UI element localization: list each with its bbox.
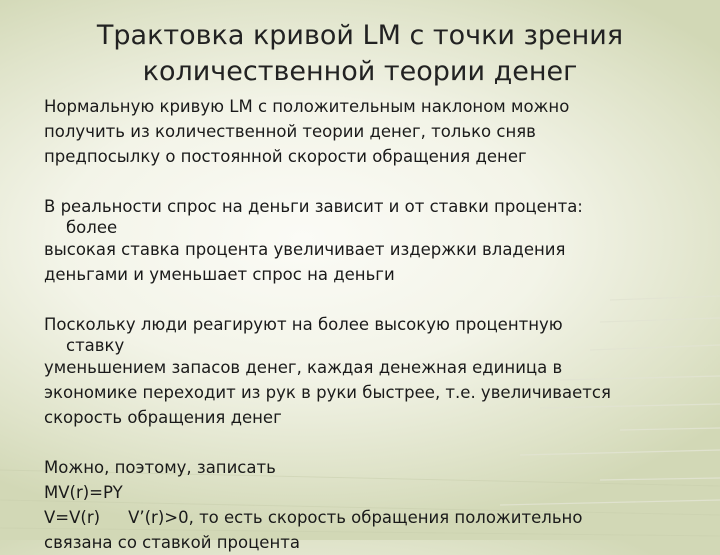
paragraph-gap [44,169,694,194]
slide-title [0,18,720,90]
equation-quantity-theory: MV(r)=PY [44,483,123,502]
equation-derivative-text: V’(r)>0, то есть скорость обращения положительно [128,508,583,527]
text-line: деньгами и уменьшает спрос на деньги [44,265,395,284]
text-line: получить из количественной теории денег, только сняв [44,122,536,141]
title-line: Трактовка кривой LM с точки зрения [96,20,624,51]
text-line-continuation: более [66,218,118,237]
paragraph-money-demand [44,194,694,287]
text-line-continuation: ставку [66,336,125,355]
text-line: уменьшением запасов денег, каждая денежная единица в [44,358,563,377]
text-line: В реальности спрос на деньги зависит и от ставки процента: [44,197,583,216]
equation-line [44,505,694,530]
slide-body [44,94,694,555]
paragraph-gap [44,287,694,312]
equation-velocity-function: V=V(r) [44,508,101,527]
paragraph-variable-velocity [44,94,694,169]
text-line: экономике переходит из рук в руки быстрее, т.е. увеличивается [44,383,611,402]
text-line: Нормальную кривую LM с положительным наклоном можно [44,97,570,116]
paragraph-velocity-increase [44,312,694,430]
text-line: скорость обращения денег [44,408,282,427]
text-line: Можно, поэтому, записать [44,458,276,477]
paragraph-equations [44,455,694,555]
text-line: связана со ставкой процента [44,533,300,552]
title-line: количественной теории денег [142,56,578,87]
text-line: Поскольку люди реагируют на более высокую процентную [44,315,563,334]
paragraph-gap [44,430,694,455]
text-line: высокая ставка процента увеличивает издержки владения [44,240,566,259]
text-line: предпосылку о постоянной скорости обращения денег [44,147,527,166]
